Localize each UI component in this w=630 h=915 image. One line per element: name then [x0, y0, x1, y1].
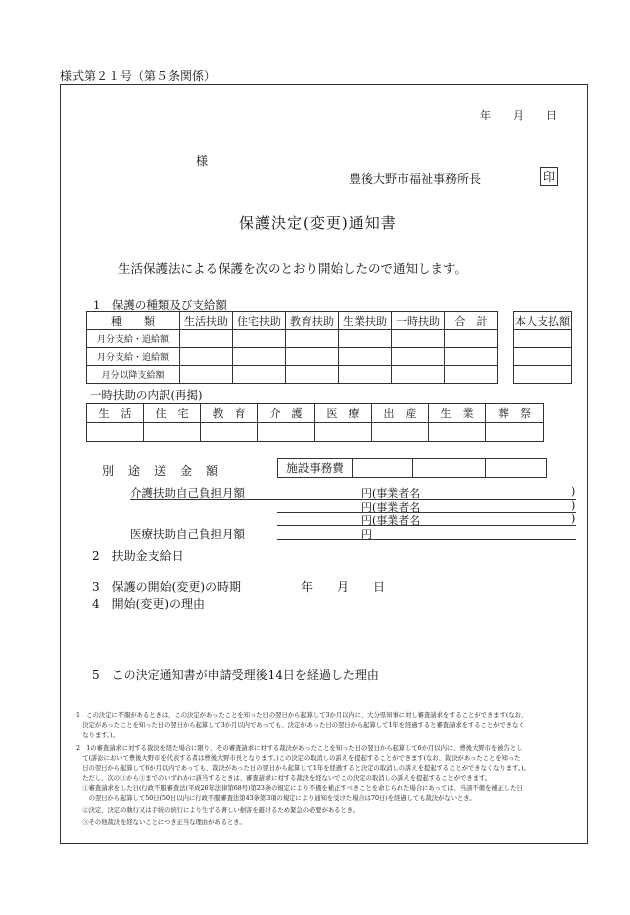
note-line: ③その他裁決を経ないことにつき正当な理由があるとき。	[76, 819, 246, 826]
form-number: 様式第２１号（第５条関係）	[60, 69, 217, 83]
col-housing: 住宅扶助	[233, 312, 286, 330]
temp-col-living: 生 活	[87, 404, 144, 423]
self-pay-table	[513, 311, 572, 384]
care-underline-1	[130, 499, 576, 500]
care-self-pay-label: 介護扶助自己負担月額	[130, 486, 245, 500]
separate-remittance-label: 別 途 送 金 額	[102, 464, 220, 478]
care-close-2: )	[571, 499, 576, 512]
care-entry-2: 円(事業者名	[361, 501, 421, 514]
temp-col-housing: 住 宅	[144, 404, 201, 423]
care-entry-3: 円(事業者名	[361, 514, 421, 527]
care-entry-1: 円(事業者名	[361, 487, 421, 500]
temp-col-occupation: 生 業	[429, 404, 486, 423]
note-line: て(訴訟において豊後大野市を代表する者は豊後大野市長となります。)この決定の取消しの訴えを提起することができます(なお、裁決があったことを知った	[76, 755, 521, 762]
col-total: 合 計	[445, 312, 498, 330]
facility-fee-label: 施設事務費	[278, 459, 353, 478]
section1-heading: 1 保護の種類及び支給額	[93, 298, 227, 312]
col-education: 教育扶助	[286, 312, 339, 330]
note-line: 2 1の審査請求に対する裁決を経た場合に限り、その審査請求に対する裁決があったことを知った日の翌日から起算して6か月以内に、豊後大野市を被告とし	[76, 745, 523, 752]
medical-underline	[277, 539, 576, 540]
facility-fee-table	[277, 458, 547, 478]
note-line: ②決定、決定の執行又は手続の続行により生ずる著しい損害を避けるため緊急の必要があるとき。	[76, 807, 360, 814]
care-close-3: )	[571, 512, 576, 525]
table-row	[87, 330, 498, 348]
temp-col-childbirth: 出 産	[372, 404, 429, 423]
benefit-amount-table	[86, 311, 498, 384]
temp-col-care: 介 護	[258, 404, 315, 423]
document-title: 保護決定(変更)通知書	[239, 214, 397, 232]
col-living: 生活扶助	[180, 312, 233, 330]
note-line: 1 この決定に不服があるときは、この決定があったことを知った日の翌日から起算して3か月以内に、大分県知事に対し審査請求をすることができます(なお、	[76, 712, 528, 719]
note-line: の翌日から起算して50日(50日以内に行政不服審査法第43条第3項の規定により通知を受けた場合は70日)を経過しても裁決がないとき。	[76, 795, 476, 802]
col-type: 種 類	[87, 312, 180, 330]
self-pay-header: 本人支払額	[514, 312, 572, 330]
care-underline-2	[277, 512, 576, 513]
issuer-name: 豊後大野市福祉事務所長	[349, 172, 482, 186]
addressee-suffix: 様	[196, 154, 209, 168]
row-label: 月分支給・追給額	[87, 348, 180, 366]
temp-col-education: 教 育	[201, 404, 258, 423]
note-line: ただし、次の①から③までのいずれかに該当するときは、審査請求に対する裁決を経ないでこの決定の取消しの訴えを提起することができます。	[76, 775, 492, 782]
issue-date: 年 月 日	[480, 109, 557, 122]
item-3-date: 年 月 日	[301, 580, 386, 594]
temp-col-funeral: 葬 祭	[486, 404, 544, 423]
benefit-header-row	[87, 312, 498, 330]
note-line: 日の翌日から起算して6か月以内であっても、裁決があった日の翌日から起算して1年を経過すると決定の取消しの訴えを提起することができなくなります。)。	[76, 765, 530, 772]
temporary-breakdown-table	[86, 403, 544, 442]
note-line: 決定があったことを知った日の翌日から起算して3か月以内であっても、決定があった日の翌日から起算して1年を経過すると審査請求をすることができなく	[76, 722, 525, 729]
col-temporary: 一時扶助	[392, 312, 445, 330]
care-underline-3	[277, 525, 576, 526]
medical-self-pay-label: 医療扶助自己負担月額	[130, 527, 245, 541]
intro-text: 生活保護法による保護を次のとおり開始したので通知します。	[118, 261, 468, 276]
table-row	[87, 366, 498, 384]
medical-unit: 円	[361, 528, 372, 541]
row-label: 月分以降支給額	[87, 366, 180, 384]
note-line: ①審査請求をした日(行政不服審査法(平成26年法律第68号)第23条の規定により不備を補正すべきことを命じられた場合にあっては、当該不備を補正した日	[76, 785, 523, 792]
temporary-heading: 一時扶助の内訳(再掲)	[90, 388, 203, 402]
table-row	[87, 423, 544, 442]
item-4: 4 開始(変更)の理由	[92, 597, 205, 611]
seal-stamp: 印	[540, 167, 558, 186]
temporary-header-row	[87, 404, 544, 423]
row-label: 月分支給・追給額	[87, 330, 180, 348]
col-occupation: 生業扶助	[339, 312, 392, 330]
table-row	[87, 348, 498, 366]
item-3: 3 保護の開始(変更)の時期	[92, 580, 241, 594]
item-5: 5 この決定通知書が申請受理後14日を経過した理由	[92, 668, 379, 682]
note-line: なります。)。	[76, 732, 119, 739]
item-2: 2 扶助金支給日	[92, 549, 184, 563]
care-close-1: )	[571, 485, 576, 498]
temp-col-medical: 医 療	[315, 404, 372, 423]
